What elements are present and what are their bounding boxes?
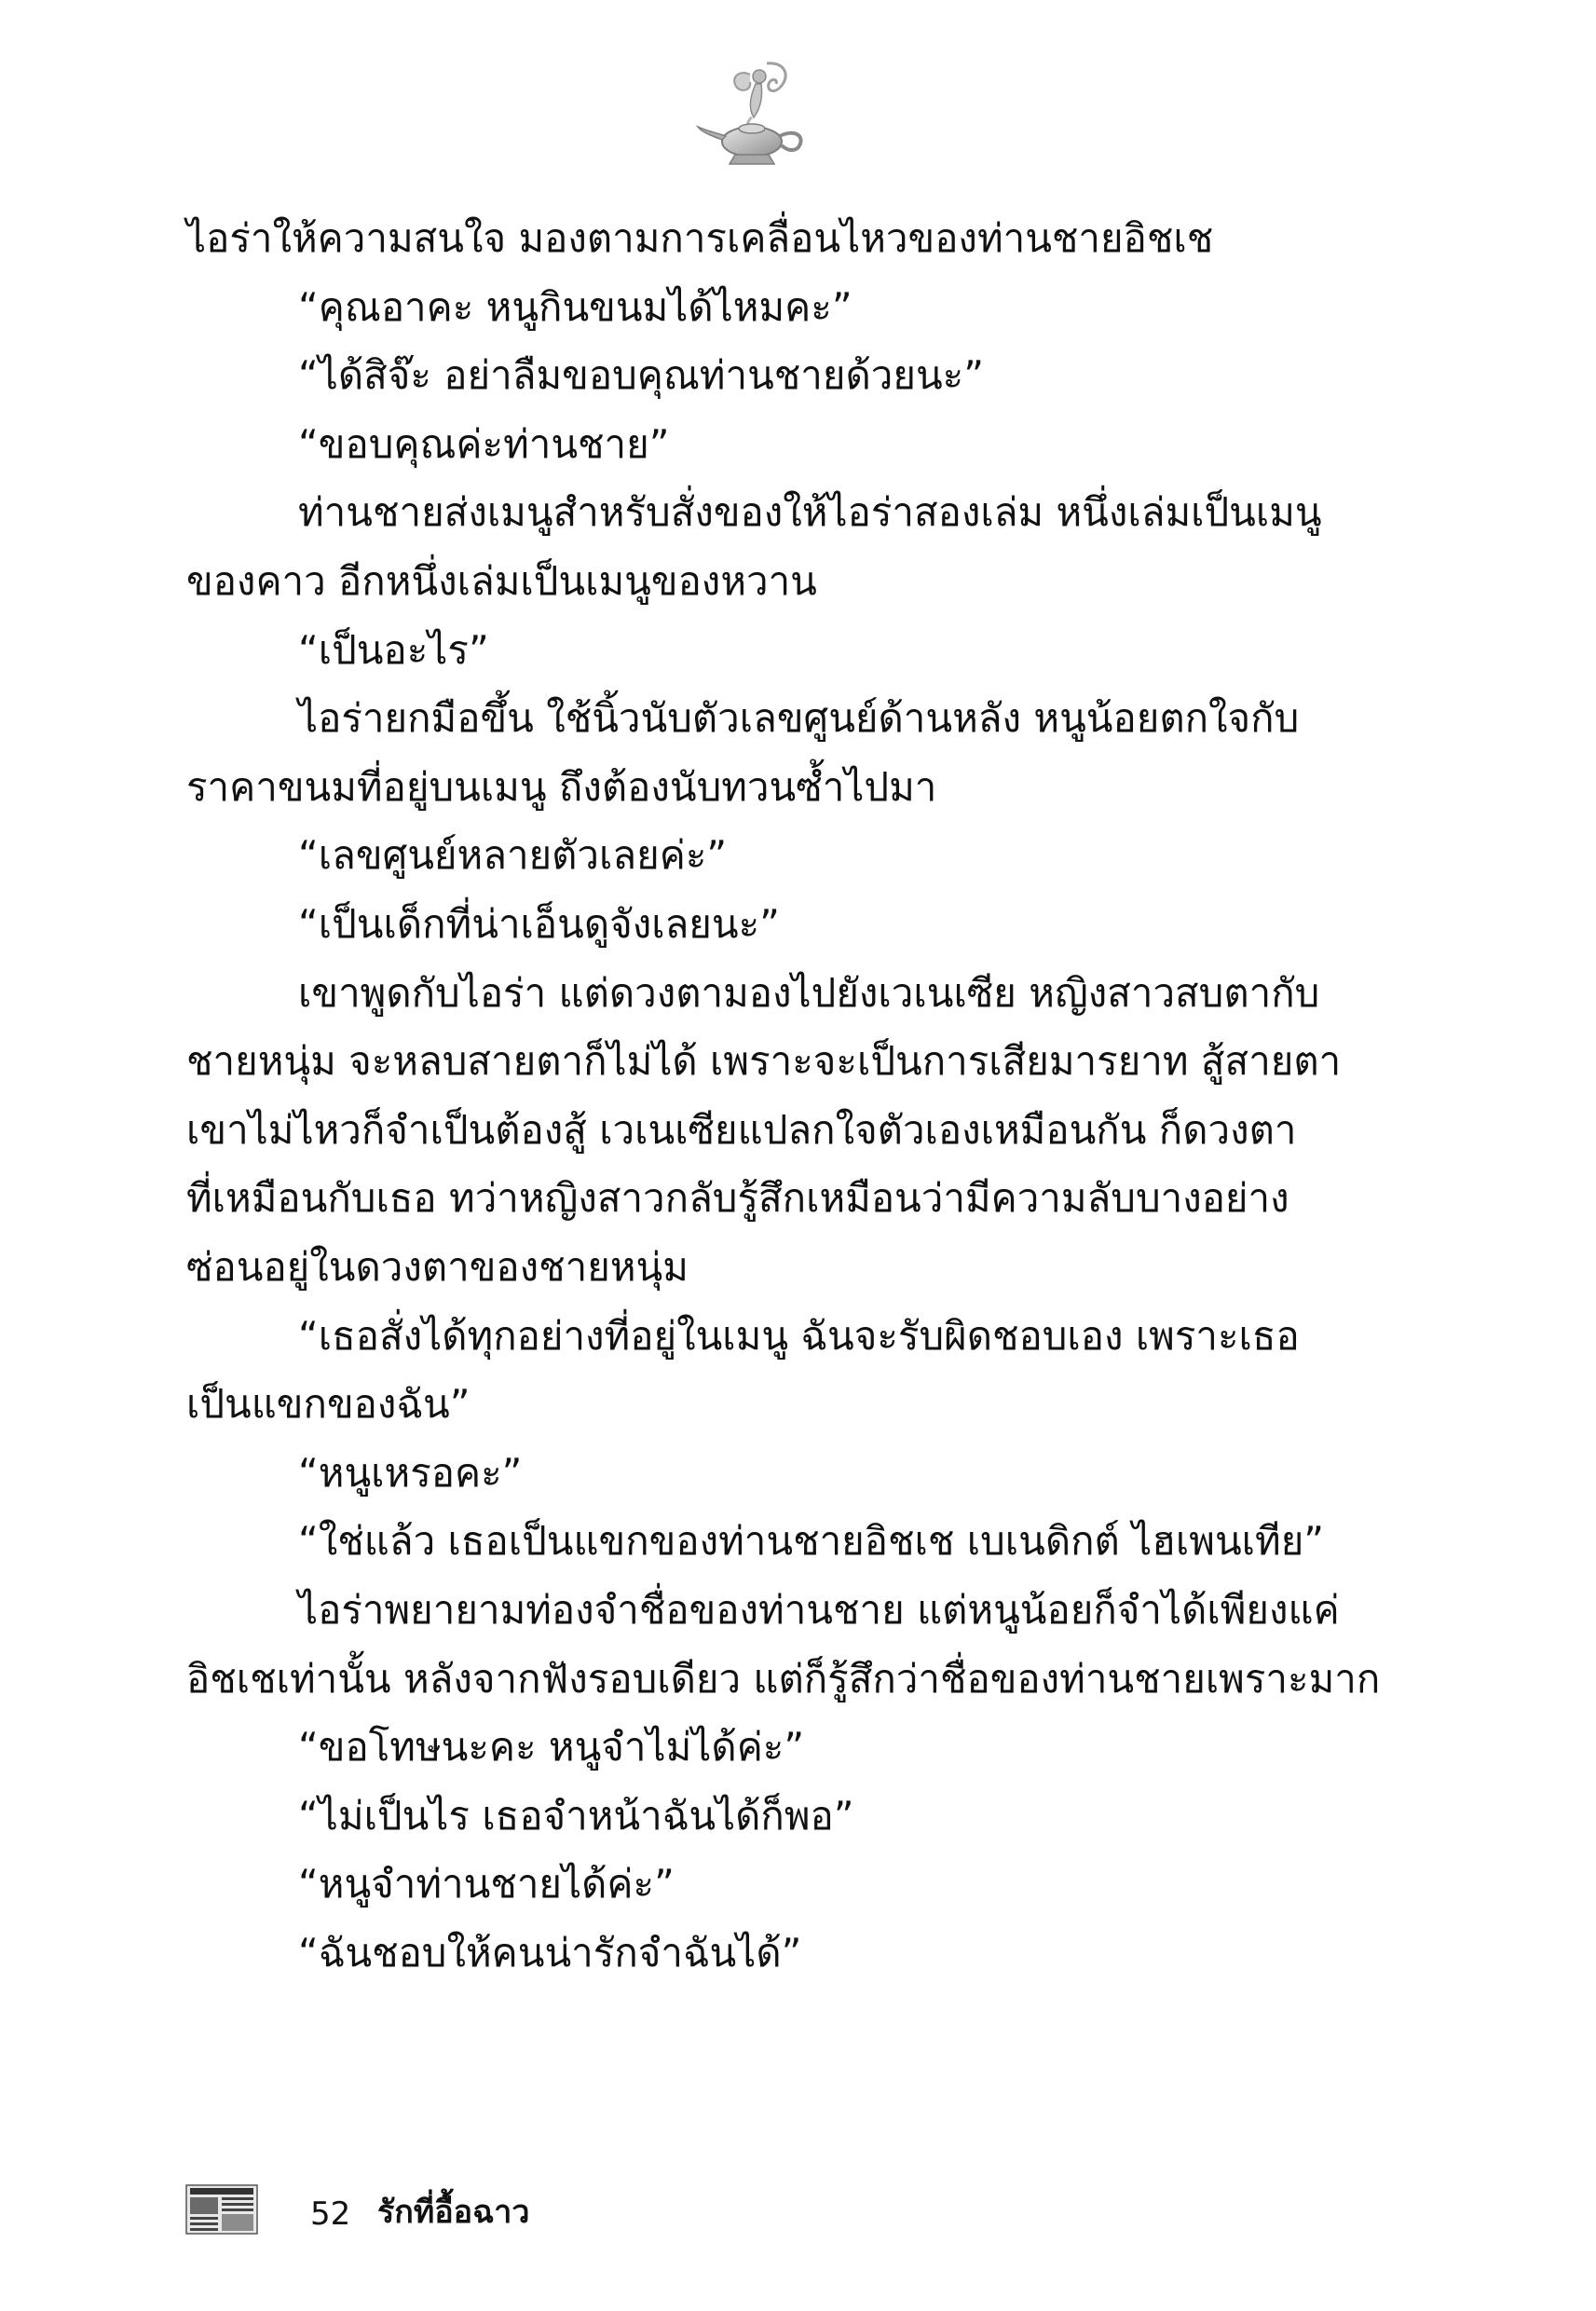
text-line: ชายหนุ่ม จะหลบสายตาก็ไม่ได้ เพราะจะเป็นการเสียมารยาท สู้สายตา <box>186 1038 1342 1084</box>
text-line: “เป็นอะไร” <box>298 627 489 673</box>
text-line: “คุณอาคะ หนูกินขนมได้ไหมคะ” <box>298 284 853 330</box>
text-line: ของคาว อีกหนึ่งเล่มเป็นเมนูของหวาน <box>186 558 817 604</box>
text-line: “หนูจำท่านชายได้ค่ะ” <box>298 1861 675 1907</box>
newspaper-icon <box>184 2183 259 2236</box>
text-line: “ไม่เป็นไร เธอจำหน้าฉันได้ก็พอ” <box>298 1793 854 1839</box>
text-line: ท่านชายส่งเมนูสำหรับสั่งของให้ไอร่าสองเล่ม หนึ่งเล่มเป็นเมนู <box>298 489 1322 535</box>
text-line: ไอร่าพยายามท่องจำชื่อของท่านชาย แต่หนูน้อยก็จำได้เพียงแค่ <box>298 1587 1340 1633</box>
page-number: 52 <box>310 2195 351 2233</box>
text-line: “ขอบคุณค่ะท่านชาย” <box>298 421 670 467</box>
text-line: ไอร่ายกมือขึ้น ใช้นิ้วนับตัวเลขศูนย์ด้านหลัง หนูน้อยตกใจกับ <box>298 695 1300 741</box>
text-line: “เธอสั่งได้ทุกอย่างที่อยู่ในเมนู ฉันจะรับผิดชอบเอง เพราะเธอ <box>298 1313 1300 1359</box>
book-title: รักที่อื้อฉาว <box>377 2194 530 2231</box>
text-line: “ฉันชอบให้คนน่ารักจำฉันได้” <box>298 1930 802 1976</box>
text-line: “เลขศูนย์หลายตัวเลยค่ะ” <box>298 832 728 878</box>
text-line: ซ่อนอยู่ในดวงตาของชายหนุ่ม <box>186 1244 689 1290</box>
text-line: ราคาขนมที่อยู่บนเมนู ถึงต้องนับทวนซ้ำไปมา <box>186 764 937 810</box>
lamp-fairy-icon <box>694 56 815 177</box>
text-line: “เป็นเด็กที่น่าเอ็นดูจังเลยนะ” <box>298 901 780 947</box>
text-line: เป็นแขกของฉัน” <box>186 1381 471 1427</box>
text-line: “หนูเหรอคะ” <box>298 1450 523 1496</box>
text-line: อิชเชเท่านั้น หลังจากฟังรอบเดียว แต่ก็รู้สึกว่าชื่อของท่านชายเพราะมาก <box>186 1656 1381 1702</box>
text-line: เขาไม่ไหวก็จำเป็นต้องสู้ เวเนเซียแปลกใจตัวเองเหมือนกัน ก็ดวงตา <box>186 1107 1297 1153</box>
text-line: ไอร่าให้ความสนใจ มองตามการเคลื่อนไหวของท่านชายอิชเช <box>186 215 1214 261</box>
text-line: เขาพูดกับไอร่า แต่ดวงตามองไปยังเวเนเซีย หญิงสาวสบตากับ <box>298 970 1320 1016</box>
text-line: ที่เหมือนกับเธอ ทว่าหญิงสาวกลับรู้สึกเหมือนว่ามีความลับบางอย่าง <box>186 1175 1289 1221</box>
text-line: “ได้สิจ๊ะ อย่าลืมขอบคุณท่านชายด้วยนะ” <box>298 352 984 398</box>
text-line: “ใช่แล้ว เธอเป็นแขกของท่านชายอิชเช เบเนดิกต์ ไฮเพนเทีย” <box>298 1518 1325 1564</box>
text-line: “ขอโทษนะคะ หนูจำไม่ได้ค่ะ” <box>298 1724 805 1770</box>
